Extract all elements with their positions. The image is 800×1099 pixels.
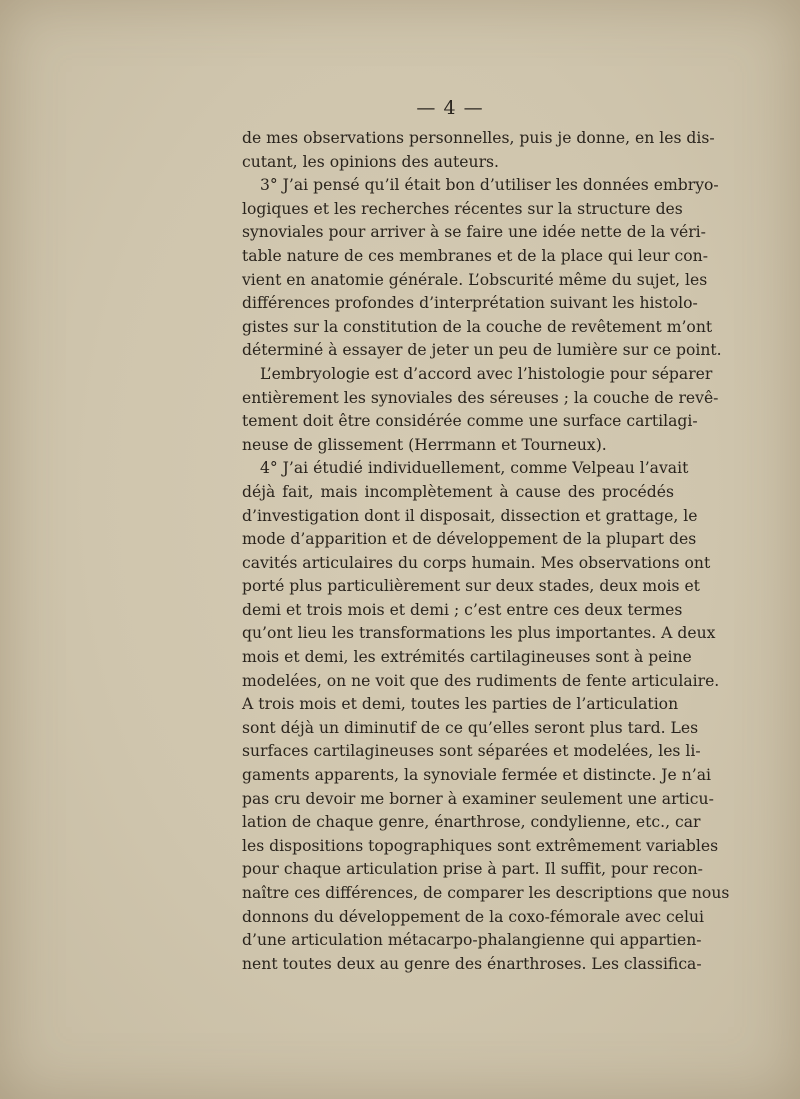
text-line: gistes sur la constitution de la couche de revêtement m’ont [242,317,713,336]
text-line: vient en anatomie générale. L’obscurité même du sujet, les [242,270,708,289]
text-line: logiques et les recherches récentes sur la structure des [242,199,683,218]
body-text [242,127,730,976]
text-line: neuse de glissement (Herrmann et Tourneux). [242,435,607,454]
text-line: entièrement les synoviales des séreuses ; la couche de revê- [242,388,719,407]
text-line: lation de chaque genre, énarthrose, condylienne, etc., car [242,813,701,832]
text-line: gaments apparents, la synoviale fermée et distincte. Je n’ai [242,766,712,785]
text-line: nent toutes deux au genre des énarthroses. Les classifica- [242,954,702,973]
text-line: synoviales pour arriver à se faire une idée nette de la véri- [242,223,706,242]
text-line: table nature de ces membranes et de la place qui leur con- [242,246,708,265]
page-number: — 4 — [416,97,484,119]
text-line: déjà fait, mais incomplètement à cause des procédés [242,482,674,501]
text-line: d’investigation dont il disposait, dissection et grattage, le [242,506,698,525]
text-line: L’embryologie est d’accord avec l’histologie pour séparer [260,364,713,383]
text-line: d’une articulation métacarpo-phalangienne qui appartien- [242,931,702,950]
text-line: sont déjà un diminutif de ce qu’elles seront plus tard. Les [242,718,699,737]
text-line: cutant, les opinions des auteurs. [242,152,499,171]
text-line: naître ces différences, de comparer les descriptions que nous [242,884,730,902]
text-line: 3° J’ai pensé qu’il était bon d’utiliser les données embryo- [260,176,719,195]
text-line: mois et demi, les extrémités cartilagineuses sont à peine [242,648,692,667]
text-line: déterminé à essayer de jeter un peu de lumière sur ce point. [242,341,722,360]
text-line: cavités articulaires du corps humain. Mes observations ont [242,553,711,572]
text-line: A trois mois et demi, toutes les parties de l’articulation [242,695,679,714]
text-line: modelées, on ne voit que des rudiments de fente articulaire. [242,671,720,690]
text-line: porté plus particulièrement sur deux stades, deux mois et [242,577,700,596]
text-line: pour chaque articulation prise à part. Il suffit, pour recon- [242,860,703,879]
text-line: surfaces cartilagineuses sont séparées et modelées, les li- [242,742,701,761]
text-line: pas cru devoir me borner à examiner seulement une articu- [242,789,714,808]
text-line: donnons du développement de la coxo-fémorale avec celui [242,907,705,926]
text-line: 4° J’ai étudié individuellement, comme Velpeau l’avait [260,459,689,478]
text-line: différences profondes d’interprétation suivant les histolo- [242,294,698,313]
text-line: les dispositions topographiques sont extrêmement variables [242,836,719,855]
text-line: de mes observations personnelles, puis je donne, en les dis- [242,129,715,147]
text-line: mode d’apparition et de développement de la plupart des [242,530,697,549]
text-line: demi et trois mois et demi ; c’est entre ces deux termes [242,600,683,619]
text-line: qu’ont lieu les transformations les plus importantes. A deux [242,624,716,643]
text-line: tement doit être considérée comme une surface cartilagi- [242,412,698,431]
